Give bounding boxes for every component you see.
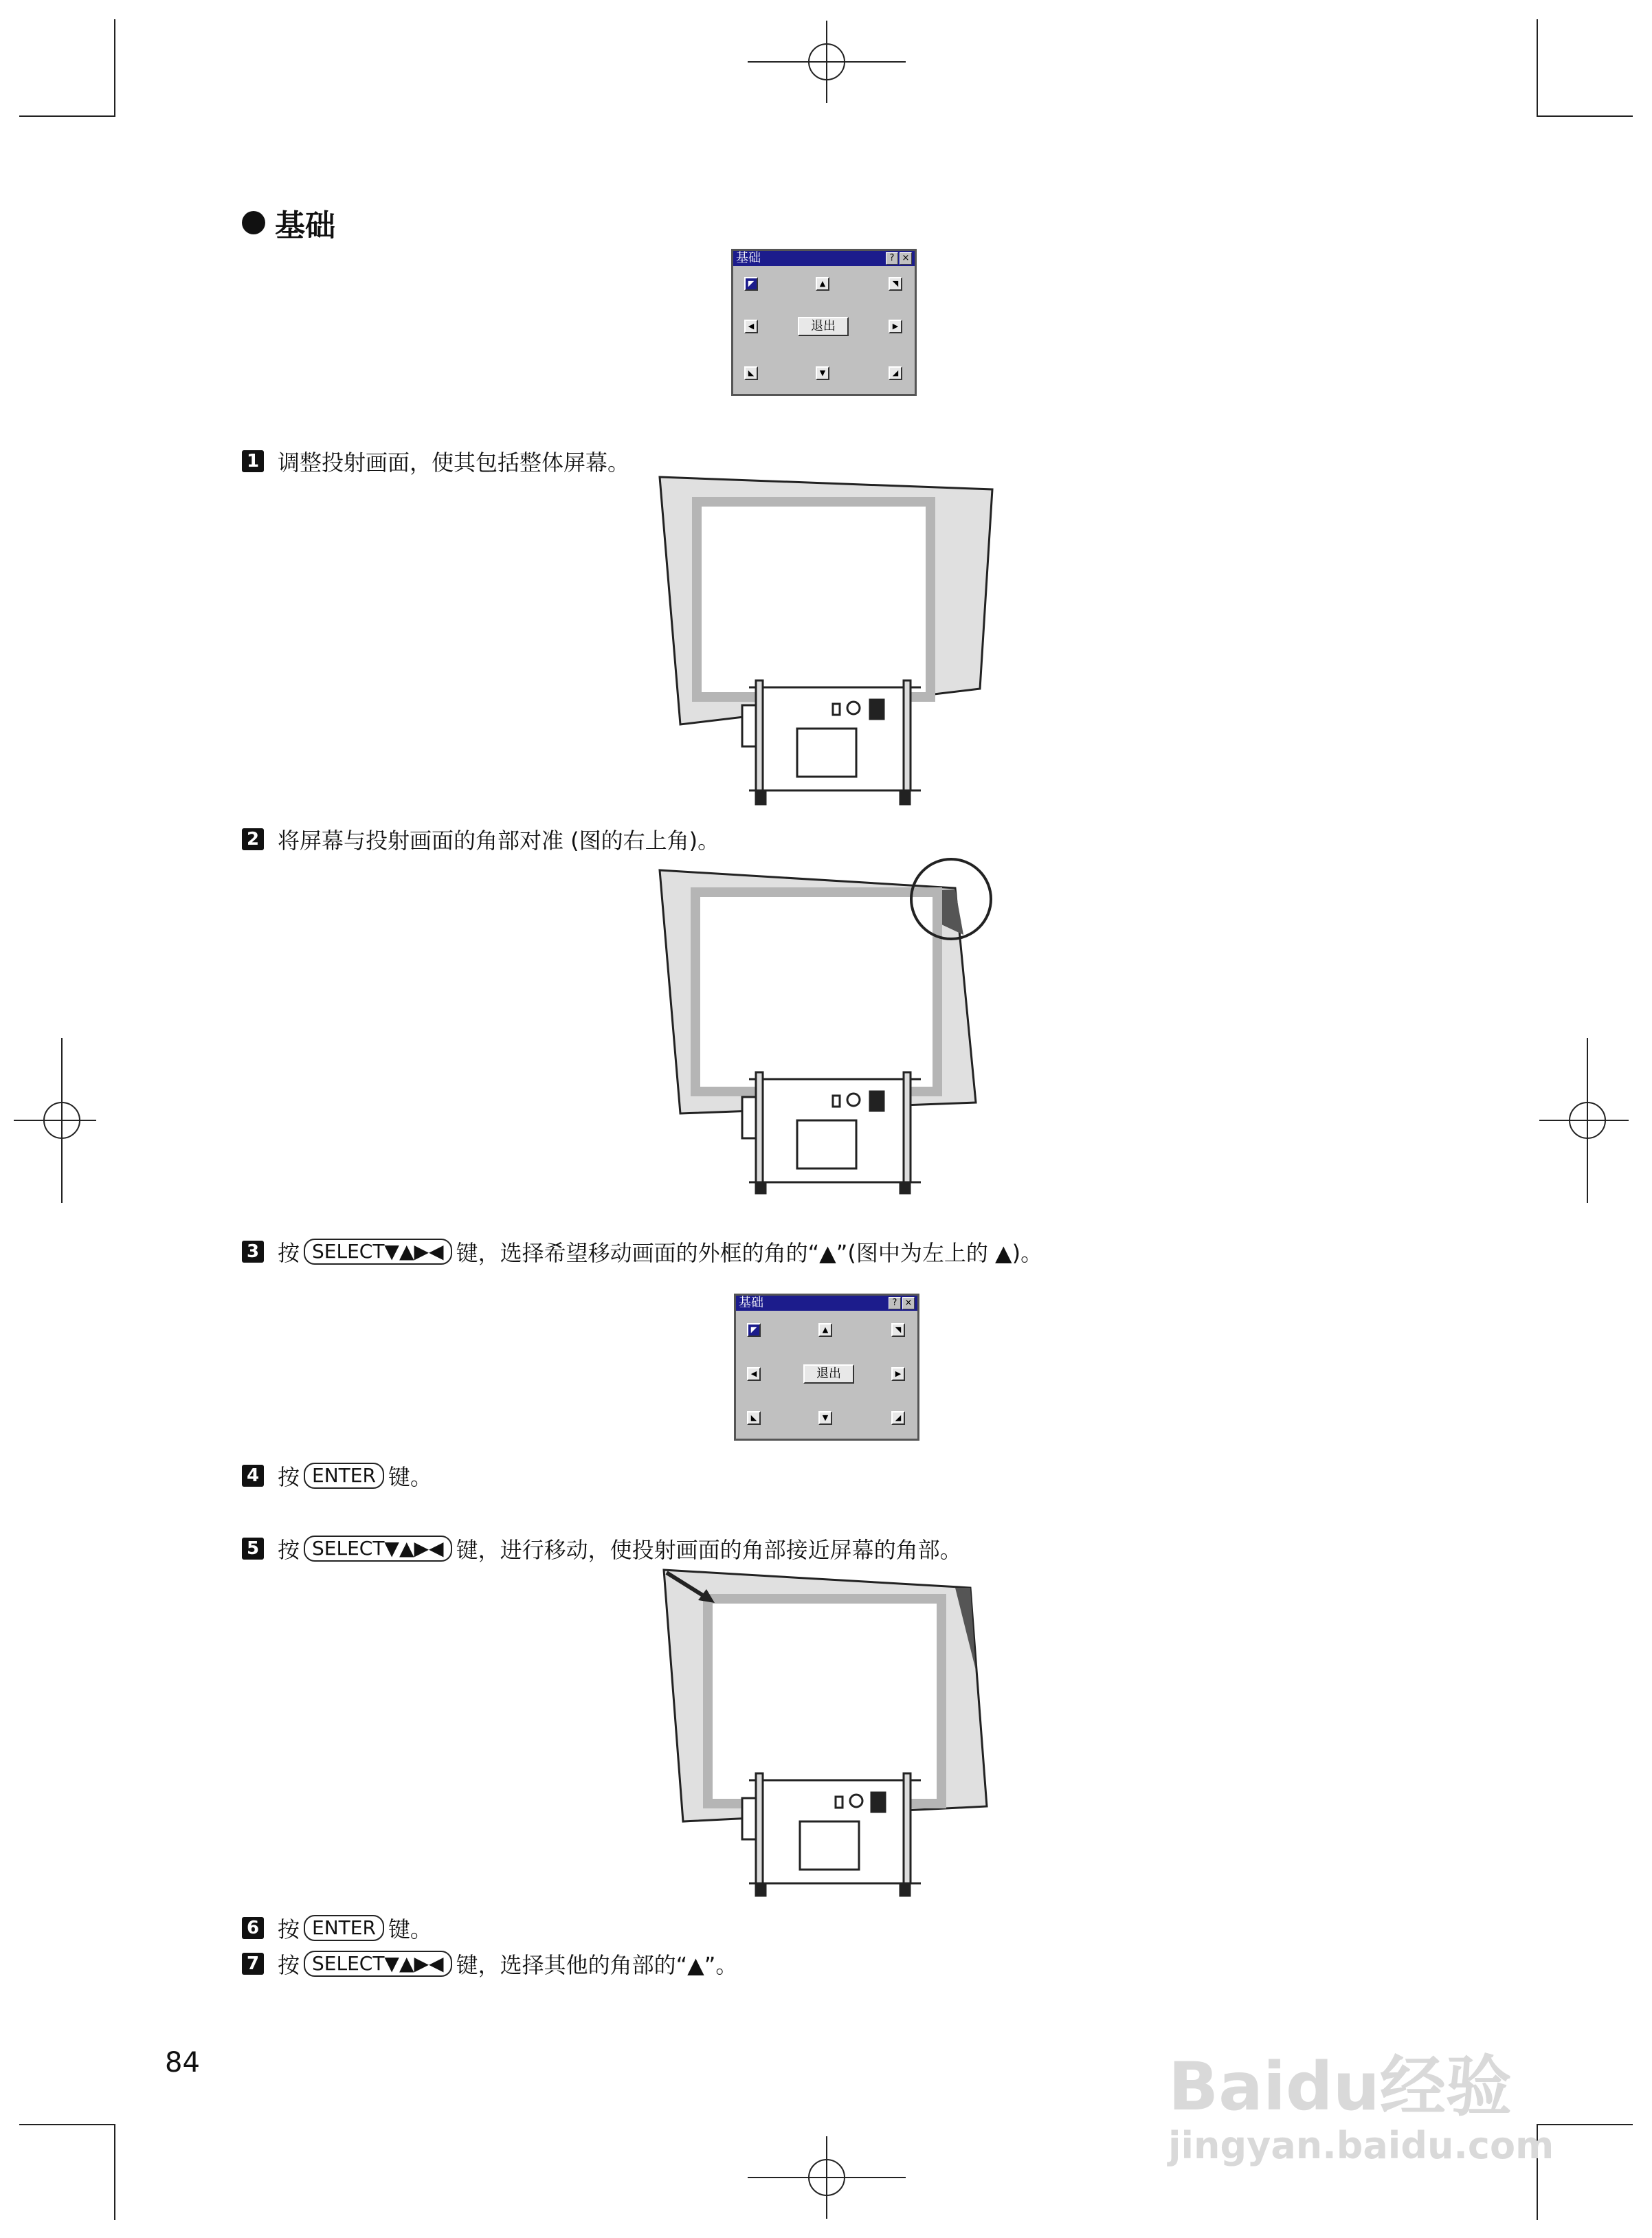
- keystone-dialog: [731, 249, 917, 396]
- keystone-dialog: [734, 1294, 919, 1441]
- corner-bottom-left-button[interactable]: ◣: [744, 366, 758, 380]
- exit-button[interactable]: 退出: [803, 1364, 854, 1384]
- figure-projection-3: [653, 1560, 1003, 1897]
- step-pre: 按: [278, 1537, 300, 1563]
- corner-bottom-right-button[interactable]: ◢: [891, 1411, 905, 1425]
- help-button[interactable]: ?: [886, 252, 898, 265]
- step-text: 调整投射画面，使其包括整体屏幕。: [278, 450, 630, 476]
- exit-button[interactable]: 退出: [798, 317, 849, 336]
- move-right-button[interactable]: ▶: [889, 320, 902, 333]
- step-pre: 按: [278, 1240, 300, 1266]
- projector-icon: [742, 1072, 921, 1193]
- step-pre: 按: [278, 1464, 300, 1490]
- figure-projection-2: [653, 852, 1003, 1196]
- dialog-titlebar: [733, 251, 915, 266]
- registration-mark-top: [748, 21, 906, 103]
- watermark-url: jingyan.baidu.com: [1168, 2124, 1554, 2167]
- select-key: SELECT▼▲▶◀: [304, 1239, 452, 1265]
- corner-bottom-left-button[interactable]: ◣: [747, 1411, 761, 1425]
- move-down-button[interactable]: ▼: [818, 1411, 832, 1425]
- close-button[interactable]: ×: [900, 252, 912, 265]
- move-left-button[interactable]: ◀: [747, 1367, 761, 1381]
- move-up-button[interactable]: ▲: [818, 1323, 832, 1337]
- step-number: 3: [242, 1241, 264, 1263]
- step-text: 键。: [388, 1464, 432, 1490]
- dialog-title: 基础: [739, 1296, 763, 1310]
- dialog-title: 基础: [736, 251, 761, 265]
- bullet-icon: [242, 211, 265, 234]
- enter-key: ENTER: [304, 1915, 384, 1941]
- step-number: 5: [242, 1538, 264, 1560]
- corner-top-left-button[interactable]: ◤: [747, 1323, 761, 1337]
- step-4: [242, 1460, 432, 1492]
- close-button[interactable]: ×: [902, 1297, 915, 1309]
- figure-projection-1: [653, 474, 1003, 811]
- dialog-titlebar: [736, 1296, 917, 1311]
- projector-icon: [742, 680, 921, 804]
- corner-top-left-button[interactable]: ◤: [744, 277, 758, 291]
- registration-mark-left: [14, 1038, 96, 1203]
- step-number: 6: [242, 1917, 264, 1939]
- corner-top-right-button[interactable]: ◥: [889, 277, 902, 291]
- move-down-button[interactable]: ▼: [816, 366, 829, 380]
- step-number: 2: [242, 828, 264, 850]
- step-text: 键，进行移动，使投射画面的角部接近屏幕的角部。: [456, 1537, 962, 1563]
- step-text: 将屏幕与投射画面的角部对准 (图的右上角)。: [278, 828, 720, 854]
- heading-text: 基础: [275, 208, 335, 243]
- corner-bottom-right-button[interactable]: ◢: [889, 366, 902, 380]
- step-number: 4: [242, 1465, 264, 1487]
- move-right-button[interactable]: ▶: [891, 1367, 905, 1381]
- select-key: SELECT▼▲▶◀: [304, 1951, 452, 1977]
- step-number: 7: [242, 1953, 264, 1975]
- move-up-button[interactable]: ▲: [816, 277, 829, 291]
- step-7: [242, 1948, 737, 1980]
- step-1: [242, 445, 629, 477]
- enter-key: ENTER: [304, 1463, 384, 1489]
- help-button[interactable]: ?: [889, 1297, 901, 1309]
- step-6: [242, 1912, 432, 1944]
- page-number: 84: [165, 2047, 200, 2079]
- step-2: [242, 823, 719, 855]
- step-number: 1: [242, 450, 264, 472]
- corner-top-right-button[interactable]: ◥: [891, 1323, 905, 1337]
- registration-mark-bottom: [748, 2136, 906, 2219]
- registration-mark-right: [1539, 1038, 1629, 1203]
- step-text: 键，选择希望移动画面的外框的角的“▲”(图中为左上的 ▲)。: [456, 1240, 1043, 1266]
- step-text: 键。: [388, 1916, 432, 1942]
- step-pre: 按: [278, 1916, 300, 1942]
- move-left-button[interactable]: ◀: [744, 320, 758, 333]
- watermark-brand: Baidu经验: [1168, 2048, 1512, 2125]
- section-heading: [242, 201, 335, 245]
- step-text: 键，选择其他的角部的“▲”。: [456, 1952, 738, 1978]
- select-key: SELECT▼▲▶◀: [304, 1536, 452, 1562]
- step-pre: 按: [278, 1952, 300, 1978]
- step-3: [242, 1236, 1042, 1267]
- projector-icon: [742, 1773, 921, 1896]
